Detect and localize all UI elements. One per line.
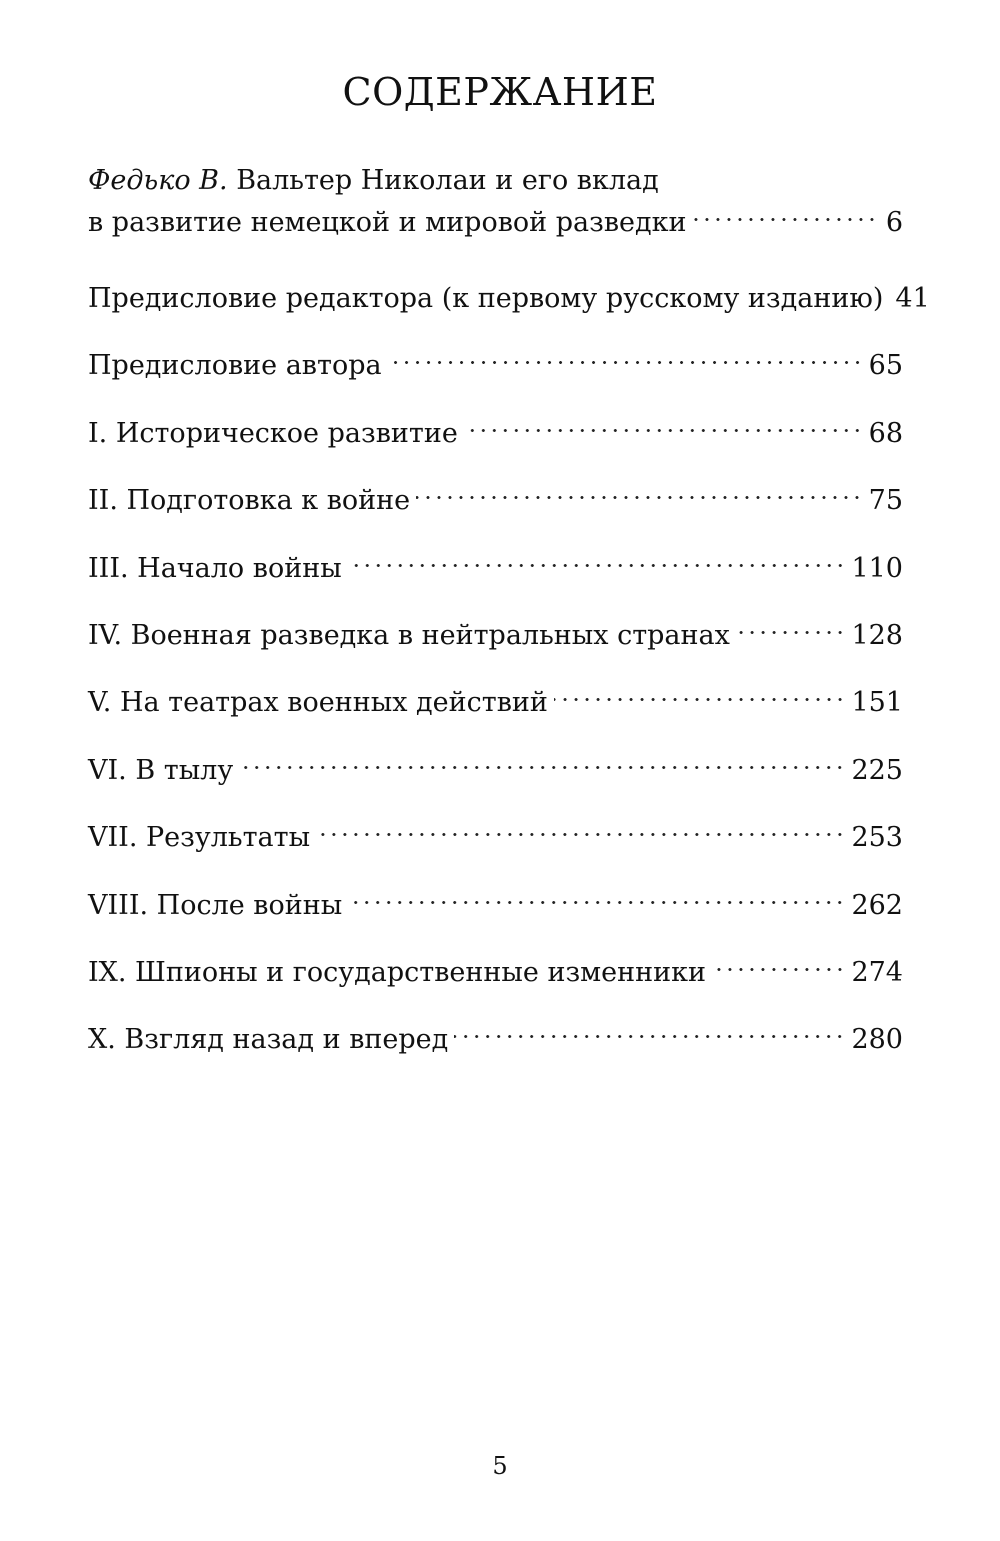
toc-entry-chapter-2	[88, 480, 903, 547]
table-of-contents	[88, 160, 930, 1087]
page-number: 5	[492, 1452, 508, 1480]
toc-entry-chapter-9	[88, 952, 903, 1019]
toc-entry-chapter-10	[88, 1019, 903, 1086]
toc-entry-chapter-4	[88, 615, 903, 682]
toc-entry-label: Предисловие автора	[88, 345, 382, 387]
toc-entry-editor-preface	[88, 278, 930, 345]
toc-entry-page: 253	[851, 822, 903, 854]
toc-entry-chapter-5	[88, 682, 903, 749]
toc-entry-label: X. Взгляд назад и вперед	[88, 1019, 448, 1061]
dot-leader	[454, 1023, 845, 1050]
toc-entry-page: 274	[851, 956, 903, 988]
dot-leader	[554, 686, 846, 713]
toc-entry-chapter-8	[88, 885, 903, 952]
toc-entry-page: 151	[851, 687, 903, 719]
toc-entry-label: VIII. После войны	[88, 885, 342, 927]
toc-entry-label: в развитие немецкой и мировой разведки	[88, 202, 687, 244]
toc-entry-line	[88, 413, 903, 455]
toc-entry-line	[88, 548, 903, 590]
dot-leader	[736, 619, 846, 646]
dot-leader	[693, 206, 877, 233]
dot-leader	[239, 754, 845, 781]
toc-entry-page: 262	[851, 889, 903, 921]
toc-entry-line	[88, 682, 903, 724]
toc-entry-author: Федько В.	[88, 165, 228, 196]
toc-entry-page: 225	[851, 754, 903, 786]
toc-entry-chapter-7	[88, 817, 903, 884]
toc-entry-label: III. Начало войны	[88, 548, 342, 590]
toc-entry-author-preface	[88, 345, 903, 412]
toc-entry-line	[88, 885, 903, 927]
toc-entry-page: 65	[868, 350, 903, 382]
toc-entry-title-part: Вальтер Николаи и его вклад	[236, 165, 659, 196]
dot-leader	[348, 889, 845, 916]
dot-leader	[316, 821, 845, 848]
dot-leader	[464, 417, 863, 444]
toc-entry-label: II. Подготовка к войне	[88, 480, 410, 522]
toc-entry-foreword-fedko	[88, 160, 903, 278]
toc-entry-page: 280	[851, 1024, 903, 1056]
toc-entry-line	[88, 480, 903, 522]
toc-entry-page: 128	[851, 619, 903, 651]
toc-entry-line	[88, 817, 903, 859]
toc-entry-line	[88, 278, 930, 320]
toc-entry-line	[88, 750, 903, 792]
toc-entry-label: IV. Военная разведка в нейтральных странах	[88, 615, 730, 657]
toc-entry-label: Предисловие редактора (к первому русскому изданию)	[88, 278, 883, 320]
toc-entry-line	[88, 345, 903, 387]
toc-entry-page: 68	[868, 417, 903, 449]
dot-leader	[388, 349, 863, 376]
dot-leader	[416, 484, 862, 511]
toc-entry-label: VII. Результаты	[88, 817, 310, 859]
toc-entry-page: 110	[851, 552, 903, 584]
toc-entry-label: I. Историческое развитие	[88, 413, 458, 455]
toc-entry-page: 75	[868, 485, 903, 517]
dot-leader	[712, 956, 845, 983]
toc-entry-page: 41	[895, 283, 930, 314]
toc-entry-line	[88, 202, 903, 244]
toc-entry-line	[88, 1019, 903, 1061]
toc-entry-label: V. На театрах военных действий	[88, 682, 548, 724]
toc-entry-chapter-3	[88, 548, 903, 615]
toc-entry-chapter-1	[88, 413, 903, 480]
toc-entry-line	[88, 952, 903, 994]
toc-entry-page: 6	[885, 207, 903, 238]
toc-entry-line	[88, 615, 903, 657]
page-title: СОДЕРЖАНИЕ	[342, 70, 658, 114]
toc-entry-label: VI. В тылу	[88, 750, 233, 792]
toc-entry-label: IX. Шпионы и государственные изменники	[88, 952, 706, 994]
toc-entry-chapter-6	[88, 750, 903, 817]
dot-leader	[348, 552, 846, 579]
toc-entry-first-line	[88, 160, 903, 202]
